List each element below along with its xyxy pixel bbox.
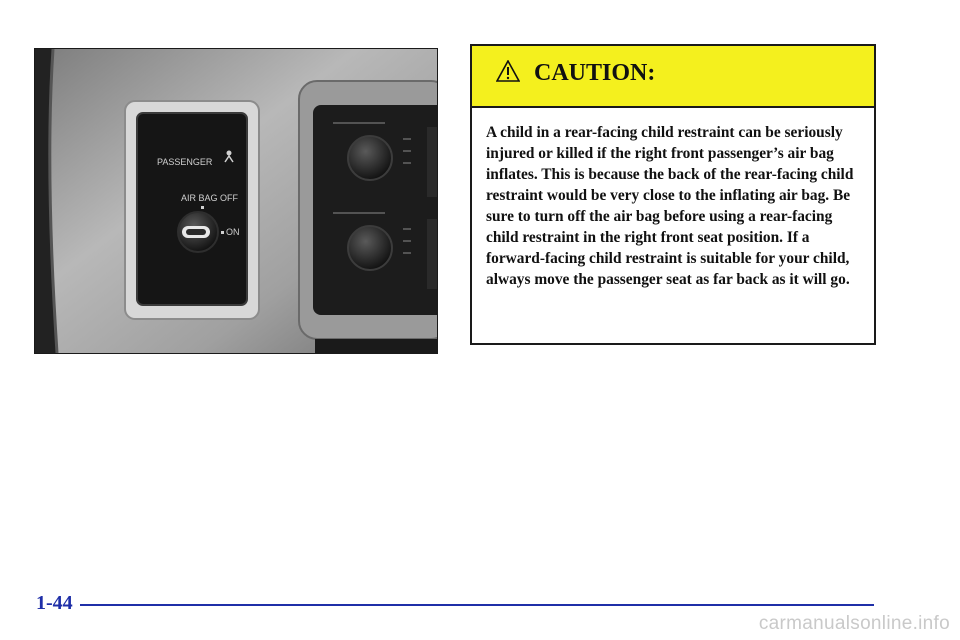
key-switch-icon	[178, 212, 218, 252]
airbag-switch-photo	[34, 48, 438, 354]
warning-triangle-icon	[496, 60, 520, 82]
caution-header	[472, 46, 874, 108]
footer-rule	[80, 604, 874, 606]
caution-box	[470, 44, 876, 345]
panel-label-airbag-off: AIR BAG OFF	[181, 193, 239, 203]
panel-label-on: ON	[226, 227, 240, 237]
caution-text: A child in a rear-facing child restraint can be seriously injured or killed if the right front passenger’s air bag inflates. This is because the back of the rear-facing child restraint would be very close to the inflating air bag. Be sure to turn off the air bag before using a rear-facing child restraint in the right front seat position. If a forward-facing child restraint is suitable for your child, always move the passenger seat as far back as it will go.	[486, 124, 854, 288]
page-number: 1-44	[36, 592, 73, 614]
caution-title: CAUTION:	[534, 60, 656, 86]
panel-label-passenger: PASSENGER	[157, 157, 213, 167]
watermark-text: carmanualsonline.info	[758, 613, 950, 634]
